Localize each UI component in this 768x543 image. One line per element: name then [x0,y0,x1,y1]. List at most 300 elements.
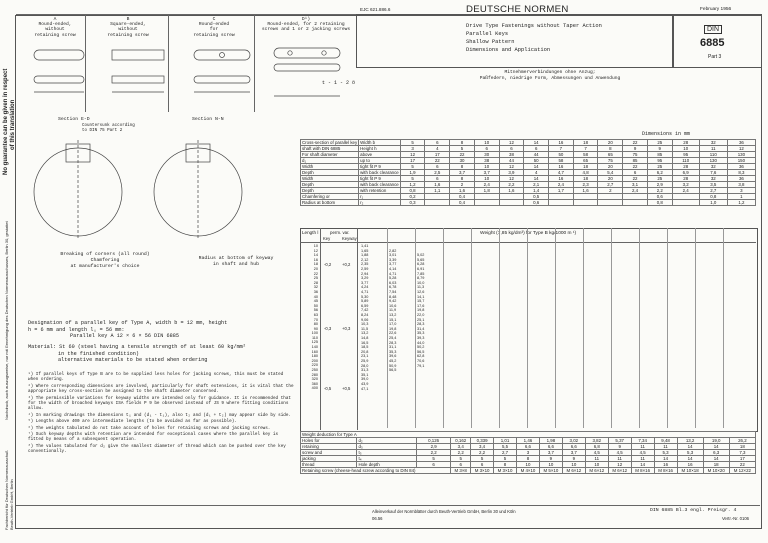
screw-cell: M 3×10 [471,468,494,474]
length-value: 36 [313,289,318,294]
table-cell: 3 [727,188,755,194]
radius-line-1: Radius at bottom of keyway [198,256,274,261]
table-cell: 10 [474,140,499,146]
weight-col-rule [415,228,416,428]
deduction-cell: 16 [654,462,677,468]
deduction-cell: 11 [631,456,654,462]
figure-a-title: A [53,17,57,22]
length-value: 56 [313,308,318,313]
table-cell [672,200,699,206]
weight-value: 17,6 [417,303,425,308]
table-cell: 7 [549,146,574,152]
table-cell: 2,7 [598,182,623,188]
weight-value: 1,41 [361,244,369,248]
main-table-row [301,200,756,206]
screw-cell: M 8×16 [654,468,677,474]
deduction-cell: 14 [631,462,654,468]
deduction-cell: 7,34 [631,438,654,444]
deduction-cell: 3,7 [562,450,585,456]
figure-d-line-1: Round-ended, for 2 retaining [267,22,345,28]
weight-value: 15,7 [417,299,425,304]
deduction-cell: 6 [471,462,494,468]
screw-row [301,468,756,474]
weight-value: 28,3 [417,322,425,327]
weight-col-rule [695,228,696,428]
length-value: 180 [311,354,318,359]
deduction-cell: 10 [539,462,562,468]
row-sublabel: with retention [359,188,401,194]
table-cell: 130 [727,152,755,158]
table-cell: 95 [672,152,699,158]
weight-value: 2,82 [389,248,397,253]
key-b-top [112,50,164,60]
table-cell: 1,6 [425,182,450,188]
weight-value: 13,2 [389,313,397,317]
table-cell: 30 [474,152,499,158]
deduction-cell: d₂ [357,438,416,444]
deduction-cell: 5,3 [654,450,677,456]
deduction-cell: Hole depth [357,462,416,468]
deduction-cell: Holes for [301,438,357,444]
table-cell: 22 [623,140,648,146]
row-sublabel: tight fit P 9 [359,176,401,182]
table-cell: 4,8 [573,170,598,176]
tol-label: perm. var. [330,230,350,235]
weight-value: 8,48 [389,294,397,299]
table-cell: 0,2 [400,194,425,200]
table-cell: 5 [450,146,475,152]
german-line-2: Paßfedern, niedrige Form, Abmessungen und Anwendung [479,76,621,81]
figure-c-caption [184,17,244,38]
weight-col-rule [611,228,612,428]
material-line-2: in the finished condition) [58,350,139,357]
table-cell: 0,4 [450,200,475,206]
table-cell: 1,4 [524,188,549,194]
deduction-cell: 10 [562,462,585,468]
figure-a-line-3: retaining screw [34,32,76,38]
length-value: 140 [311,345,318,350]
deduction-cell: 2,9 [416,444,450,450]
table-cell: 8 [450,176,475,182]
weight-col-rule [471,228,472,428]
figure-b-line-1: Square-ended, [110,22,146,28]
german-line-1: Mitnehmerverbindungen ohne Anzug; [504,70,596,75]
footnote: ¹) If parallel keys of Type B are to be supplied less holes for jacking screws, this must be stated when ordering. [28,372,284,383]
row-sublabel: with back clearance [360,170,399,175]
table-cell: 6 [524,146,549,152]
table-cell: 1,6 [499,188,524,194]
figure-a-line-1: Round-ended, [38,22,72,28]
weight-value: 17,0 [389,322,397,327]
table-cell: 50 [549,152,574,158]
breaking-note [50,252,160,270]
table-cell: 22 [623,164,648,170]
weight-value: 5,30 [361,294,369,299]
weight-value: 6,91 [417,267,425,271]
row-sublabel: Width b [359,140,401,146]
row-sublabel: Height h [359,146,401,152]
row-sublabel: above [359,152,401,158]
weight-grid [359,244,755,428]
table-cell: 18 [573,176,598,182]
weight-value: 11,9 [389,308,397,313]
deduction-cell: thread [301,462,357,468]
deduction-cell: 9,48 [654,438,677,444]
deduction-cell: 14 [703,444,729,450]
figure-d-title: D¹) [301,17,311,22]
table-cell: 150 [727,158,755,164]
weight-value: 19,8 [389,326,397,331]
weight-value: 10,0 [417,280,425,285]
table-cell: 1,0 [699,200,727,206]
table-cell: 3,5 [699,182,727,188]
figure-d-caption [256,17,356,33]
weight-col-rule [443,228,444,428]
row-sublabel: tight fit P 9 [359,164,401,170]
table-cell: 12 [400,152,425,158]
weight-value: 3,39 [389,257,397,262]
weight-value: 14,1 [417,294,425,299]
weight-value: 50,9 [389,363,397,368]
figure-b-line-3: retaining screw [107,32,149,38]
deduction-cell: 3,7 [539,450,562,456]
key-d-hole-2 [322,51,326,55]
deduction-cell: 11 [654,444,677,450]
length-value: 14 [313,253,318,258]
length-value: 125 [311,340,318,345]
tol-col-rule [357,228,358,430]
table-cell: 85 [647,152,672,158]
deduction-cell: 1,98 [539,438,562,444]
weight-value: 39,6 [389,354,397,359]
title-line-1: Drive Type Fastenings without Taper Action [466,23,602,29]
deduction-cell: 2,2 [451,450,471,456]
table-cell: 1,1 [425,188,450,194]
footer-rule [16,505,760,506]
row-label: Chamfering or [301,194,359,200]
table-cell: 38 [499,152,524,158]
table-cell: 75 [598,158,623,164]
weight-value: 39,3 [417,336,425,340]
material-line-1: Material: St 60 (steel having a tensile strength of at least 60 kg/mm² [28,344,246,350]
table-cell: 5 [400,164,425,170]
designation-block [28,320,227,340]
weight-value: 10,3 [361,322,369,327]
deduction-cell: 16 [677,462,703,468]
deduction-cell: 2,2 [471,450,494,456]
table-cell: 2,2 [647,188,672,194]
table-cell: 0,8 [647,200,672,206]
deduction-cell: 14 [677,456,703,462]
table-cell: 3,7 [450,170,475,176]
table-cell: 20 [598,164,623,170]
table-cell: 2,4 [672,188,699,194]
deduction-cell: 0,162 [451,438,471,444]
weight-value: 1,88 [361,253,369,258]
table-cell: 85 [623,158,648,164]
table-cell: 7,6 [699,170,727,176]
table-cell: 25 [647,164,672,170]
weight-value: 62,8 [417,354,425,359]
table-cell: 6,2 [647,170,672,176]
row-sublabel: r₂ [359,200,401,206]
designation-line-1: Designation of a parallel key of Type A, width b = 12 mm, height [28,320,228,326]
deduction-cell: 5,3 [677,450,703,456]
deduction-cell: d₃ [357,444,416,450]
length-value: 22 [313,271,318,276]
weight-value: 4,71 [389,271,397,276]
row-label: Width [301,164,359,170]
length-value: 320 [311,377,318,382]
footnote: ²) Where corresponding dimensions are involved, particularly for shaft extensions, it is vital that the appropriate key cross-section be assigned to the shaft diameter concerned. [28,383,294,395]
deduction-cell: 2,2 [416,450,450,456]
table-cell: 50 [524,158,549,164]
weight-value: 6,78 [389,285,397,290]
length-value: 70 [313,317,318,322]
table-cell: 2,3 [573,182,598,188]
weight-value: 11,5 [361,326,369,331]
weight-value: 47,1 [361,386,369,391]
table-cell: 10 [474,164,499,170]
title-line-2: Parallel Keys [466,31,509,37]
table-cell: 8,3 [727,170,755,176]
length-value: 220 [311,363,318,368]
length-value: 90 [313,326,318,331]
length-value: 25 [313,276,318,281]
table-cell: 2,5 [425,170,450,176]
table-cell: 3,8 [727,182,755,188]
tol-keyway-1: +0,2 [342,262,351,267]
deduction-cell: 13,2 [677,438,703,444]
table-cell: 1,7 [549,188,574,194]
deduction-cell: 18 [703,462,729,468]
weight-value: 44,0 [417,340,425,345]
weight-deduction-table [300,431,756,474]
deduction-cell: 9 [562,456,585,462]
table-cell: 2,1 [524,182,549,188]
deduction-cell: 7,3 [729,450,755,456]
key-d-top [274,48,340,58]
table-cell: 28 [672,176,699,182]
table-cell: 44 [499,158,524,164]
figure-c-line-2: for [209,27,219,33]
table-cell: 2,4 [549,182,574,188]
deduction-cell: 22 [729,462,755,468]
table-cell: 1,2 [727,200,755,206]
deduction-cell: 6,3 [703,450,729,456]
units-note: Dimensions in mm [642,131,691,137]
table-cell: 16 [549,140,574,146]
length-value: 28 [313,280,318,285]
table-cell: 58 [573,152,598,158]
countersunk-line-2: to DIN 75 Part 2 [82,129,123,133]
deduction-cell: 2,7 [494,450,517,456]
weight-value: 35,3 [389,349,397,354]
deduction-cell: 14 [703,456,729,462]
length-value: 200 [311,358,318,363]
deduction-cell: 3,82 [585,438,608,444]
deduction-cell: 4,5 [631,450,654,456]
weight-value: 35,3 [417,331,425,336]
screw-cell: M 6×12 [608,468,631,474]
series-title: DEUTSCHE NORMEN [466,4,569,15]
key-d-side [274,64,340,71]
footnote: ⁵) Lengths above 400 are intermediate lengths (to be avoided as far as possible). [28,419,237,425]
table-cell: 12 [727,146,755,152]
weight-col-rule [499,228,500,428]
table-cell: 0,3 [400,200,425,206]
weight-value: 25,4 [389,336,397,340]
margin-note-reprint: Nachdruck, auch auszugsweise, nur mit Genehmigung des Deutschen Normenausschusses, Berlin 30, gestattet [4,221,9,420]
figure-c-line-1: Round-ended [198,22,230,28]
length-value: 250 [311,368,318,373]
footnote: ⁷) Such keyway depths with retention are intended for exceptional cases where the parallel key is fitted by means of a subsequent operation. [28,432,279,443]
length-value: 16 [313,257,318,262]
length-value: 10 [313,244,318,248]
weight-value: 4,14 [389,267,397,271]
weight-col-rule [387,228,388,428]
weight-value: 5,28 [389,276,397,281]
screw-cell: M 6×12 [585,468,608,474]
deduction-cell: retaining [301,444,357,450]
margin-note-guarantee: No guarantee can be given in respect [3,68,9,175]
weight-value: 15,1 [389,317,397,322]
table-cell: 65 [598,152,623,158]
table-cell: 0,5 [524,194,549,200]
weight-value: 6,28 [417,262,425,267]
deduction-cell: 5 [471,456,494,462]
table-cell [598,200,623,206]
part-label: Part 3 [708,54,722,60]
screw-cell: M 6×12 [562,468,585,474]
din-number: 6885 [700,37,725,49]
table-cell: 9 [623,146,648,152]
deduction-cell: 4,5 [585,450,608,456]
deduction-cell: 3,4 [451,444,471,450]
material-block [28,344,246,364]
length-value: 20 [313,266,318,271]
table-cell: 11 [699,146,727,152]
weight-value: 4,24 [361,285,369,290]
screw-caption: Retaining screw (cheese-head screw according to DIN 84) [301,468,451,474]
screw-cell: M 5×10 [539,468,562,474]
length-value: 63 [313,312,318,317]
weight-value: 2,59 [361,267,369,271]
radius-line-2: in shaft and hub [212,262,260,267]
table-cell: 110 [699,152,727,158]
deduction-cell: 9 [608,444,631,450]
deduction-cell: t₄ [357,456,416,462]
deduction-cell: 3,4 [471,444,494,450]
deduction-cell: 3,02 [562,438,585,444]
table-cell: 6 [425,140,450,146]
weight-value: 5,65 [417,257,425,262]
title-line-4: Dimensions and Application [466,47,551,53]
length-value: 40 [313,294,318,299]
deduction-cell: 18 [729,444,755,450]
deduction-cell: 1,01 [494,438,517,444]
table-cell: 0,4 [450,194,475,200]
table-cell: 8 [450,140,475,146]
length-col-rule [320,228,321,430]
table-cell: 16 [549,164,574,170]
row-label: d₁ [301,158,359,164]
table-cell: 9 [647,146,672,152]
weight-value: 25,1 [417,317,425,322]
weight-value: 10,6 [389,303,397,308]
key-drawings [16,40,356,120]
screw-cell: M 4×10 [516,468,539,474]
screw-cell: M 8×16 [631,468,654,474]
deduction-cell: 6,6 [562,444,585,450]
table-cell: 18 [573,140,598,146]
weight-col-rule [583,228,584,428]
deduction-cell: 9 [539,456,562,462]
table-cell [549,200,574,206]
deduction-cell: 4,5 [608,450,631,456]
length-value: 400 [311,386,318,391]
weight-value: 7,85 [417,271,425,276]
table-cell [425,200,450,206]
german-title [470,70,630,82]
weight-value: 2,35 [361,262,369,267]
radius-note [186,256,286,268]
weight-caption: Weight (7,85 kg/dm³) for Type B kg/1000 m ¹) [480,231,577,236]
row-label: Cross-section of parallel key [302,140,358,145]
main-dimensions-table [300,139,756,206]
deduction-cell: 26,2 [729,438,755,444]
weight-value: 13,2 [361,331,369,336]
table-cell: 28 [672,140,699,146]
table-cell: 6 [425,176,450,182]
title-line-3: Shallow Pattern [466,39,515,45]
table-cell: 12 [499,164,524,170]
table-cell: 2,7 [699,188,727,194]
table-cell: 17 [425,152,450,158]
table-cell: 32 [699,140,727,146]
table-cell: 3,9 [499,170,524,176]
table-cell: 95 [647,158,672,164]
table-cell: 44 [524,152,549,158]
row-label: shaft with DIN 6885 [301,146,359,152]
weight-value: 43,9 [361,382,369,386]
margin-note-translation: of this translation [10,99,16,150]
table-cell: 130 [699,158,727,164]
table-cell [573,200,598,206]
deduction-cell: 5,37 [608,438,631,444]
weight-value: 3,01 [389,253,397,258]
table-cell: 6 [425,164,450,170]
table-cell: 1,9 [400,170,425,176]
length-column [302,244,318,391]
weight-value: 39,0 [361,377,369,382]
margin-note-fachbericht: Fachbericht für Deutschen Normenausschuß [4,450,9,530]
table-cell: 4 [425,146,450,152]
table-cell: 3,1 [623,182,648,188]
weight-value: 23,1 [361,354,369,359]
length-value: 45 [313,299,318,304]
deduction-cell: 14 [677,444,703,450]
length-value: 100 [311,331,318,336]
key-c-top [194,50,250,60]
weight-col-rule [555,228,556,428]
material-line-3: alternative materials to be stated when ordering [58,357,208,364]
weight-col-rule [667,228,668,428]
deduction-cell: 19,0 [703,438,729,444]
section-ed-label: Section E-D [58,117,90,122]
table-cell: 12 [499,140,524,146]
row-sublabel: with back clearance [360,182,399,187]
